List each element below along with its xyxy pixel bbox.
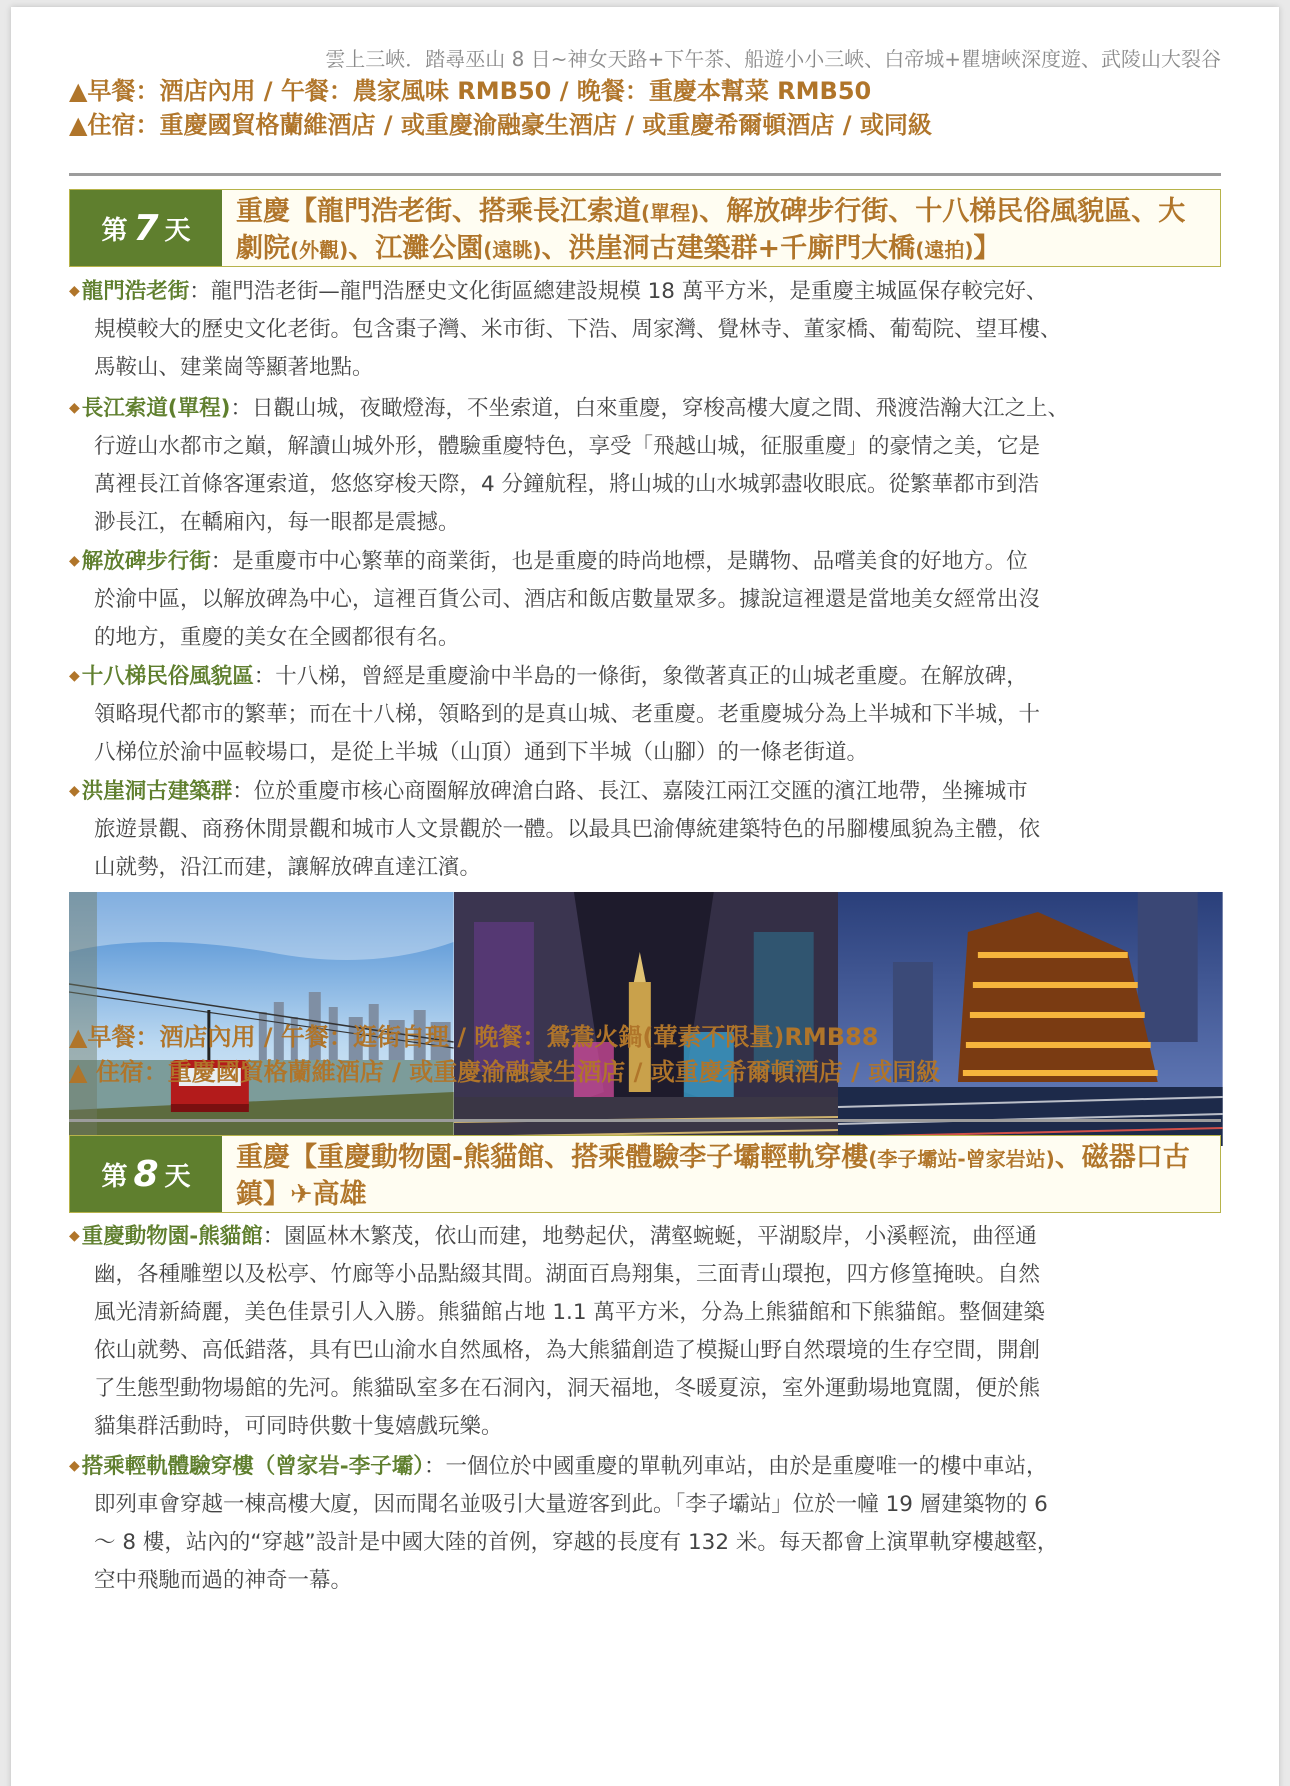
day8-header	[69, 1135, 1221, 1213]
bullet-icon: ◆	[69, 400, 80, 416]
running-header: 雲上三峽．踏尋巫山 8 日~神女天路+下午茶、船遊小小三峽、白帝城+瞿塘峽深度遊、武陵山大裂谷	[325, 47, 1221, 71]
day7-item-longmenhao: ◆龍門浩老街：龍門浩老街—龍門浩歷史文化街區總建設規模 18 萬平方米，是重慶主城區保存較完好、 規模較大的歷史文化老街。包含棗子灣、米市街、下浩、周家灣、覺林寺、董家橋、葡萄院、望耳樓、 馬鞍山、建業崗等顯著地點。	[69, 279, 1062, 380]
bullet-icon: ◆	[69, 783, 80, 799]
bullet-icon: ◆	[69, 1458, 80, 1474]
itinerary-page	[11, 7, 1279, 1786]
day8-title: 重慶【重慶動物園-熊貓館、搭乘體驗李子壩輕軌穿樓(李子壩站-曾家岩站)、磁器口古鎮】✈高雄	[236, 1142, 1190, 1210]
day8-number: 8	[133, 1153, 159, 1195]
section-divider	[69, 1119, 1221, 1122]
day7-item-jiefangbei: ◆解放碑步行街：是重慶市中心繁華的商業街，也是重慶的時尚地標，是購物、品嚐美食的好地方。位 於渝中區，以解放碑為中心，這裡百貨公司、酒店和飯店數量眾多。據說這裡還是當地美女經常出沒 的地方，重慶的美女在全國都很有名。	[69, 549, 1041, 650]
day7-item-hongyadong: ◆洪崖洞古建築群：位於重慶市核心商圈解放碑滄白路、長江、嘉陵江兩江交匯的濱江地帶，坐擁城市 旅遊景觀、商務休閒景觀和城市人文景觀於一體。以最具巴渝傳統建築特色的吊腳樓風貌為主體，依 山就勢，沿江而建，讓解放碑直達江濱。	[69, 779, 1041, 880]
day6-meals: ▲早餐：酒店內用 / 午餐：農家風味 RMB50 / 晚餐：重慶本幫菜 RMB50	[69, 77, 872, 105]
day7-header	[69, 189, 1221, 267]
bullet-icon: ◆	[69, 1228, 80, 1244]
day7-hotel: ▲ 住宿：重慶國貿格蘭維酒店 / 或重慶渝融豪生酒店 / 或重慶希爾頓酒店 / 或同級	[69, 1058, 941, 1086]
day8-label: 第 8 天	[70, 1136, 222, 1212]
section-divider	[69, 173, 1221, 176]
day8-item-monorail: ◆搭乘輕軌體驗穿樓（曾家岩-李子壩）：一個位於中國重慶的單軌列車站，由於是重慶唯一的樓中車站， 即列車會穿越一棟高樓大廈，因而聞名並吸引大量遊客到此。「李子壩站」位於一幢 19 層建築物的 6 ～ 8 樓，站內的“穿越”設計是中國大陸的首例，穿越的長度有 132 米。每天都會上演單軌穿樓越壑， 空中飛馳而過的神奇一幕。	[69, 1454, 1059, 1593]
day7-label: 第 7 天	[70, 190, 222, 266]
day7-meals: ▲早餐：酒店內用 / 午餐：逛街自理 / 晚餐：鴛鴦火鍋(葷素不限量)RMB88	[69, 1023, 879, 1051]
bullet-icon: ◆	[69, 553, 80, 569]
day7-number: 7	[133, 207, 159, 249]
day8-item-zoo: ◆重慶動物園-熊貓館：園區林木繁茂，依山而建，地勢起伏，溝壑蜿蜒，平湖駁岸，小溪輕流，曲徑通 幽，各種雕塑以及松亭、竹廊等小品點綴其間。湖面百鳥翔集，三面青山環抱，四方修篁掩映。自然 風光清新綺麗，美色佳景引人入勝。熊貓館占地 1.1 萬平方米，分為上熊貓館和下熊貓館。整個建築 依山就勢、高低錯落，具有巴山渝水自然風格，為大熊貓創造了模擬山野自然環境的生存空間，開創 了生態型動物場館的先河。熊貓臥室多在石洞內，洞天福地，冬暖夏涼，室外運動場地寬闊，便於熊 貓集群活動時，可同時供數十隻嬉戲玩樂。	[69, 1224, 1045, 1439]
day7-title: 重慶【龍門浩老街、搭乘長江索道(單程)、解放碑步行街、十八梯民俗風貌區、大劇院(外觀)、江灘公園(遠眺)、洪崖洞古建築群+千廝門大橋(遠拍)】	[236, 196, 1186, 264]
bullet-icon: ◆	[69, 283, 80, 299]
day6-hotel: ▲住宿：重慶國貿格蘭維酒店 / 或重慶渝融豪生酒店 / 或重慶希爾頓酒店 / 或同級	[69, 111, 932, 139]
day7-item-shibati: ◆十八梯民俗風貌區：十八梯，曾經是重慶渝中半島的一條街，象徵著真正的山城老重慶。在解放碑， 領略現代都市的繁華；而在十八梯，領略到的是真山城、老重慶。老重慶城分為上半城和下半城，十 八梯位於渝中區較場口，是從上半城（山頂）通到下半城（山腳）的一條老街道。	[69, 664, 1041, 765]
day7-item-cableway: ◆長江索道(單程)：日觀山城，夜瞰燈海，不坐索道，白來重慶，穿梭高樓大廈之間、飛渡浩瀚大江之上、 行遊山水都市之巔，解讀山城外形，體驗重慶特色，享受「飛越山城，征服重慶」的豪情之美，它是 萬裡長江首條客運索道，悠悠穿梭天際，4 分鐘航程，將山城的山水城郭盡收眼底。從繁華都市到浩 渺長江，在轎廂內，每一眼都是震撼。	[69, 396, 1069, 535]
hongyadong-night-photo	[838, 892, 1223, 1146]
bullet-icon: ◆	[69, 668, 80, 684]
